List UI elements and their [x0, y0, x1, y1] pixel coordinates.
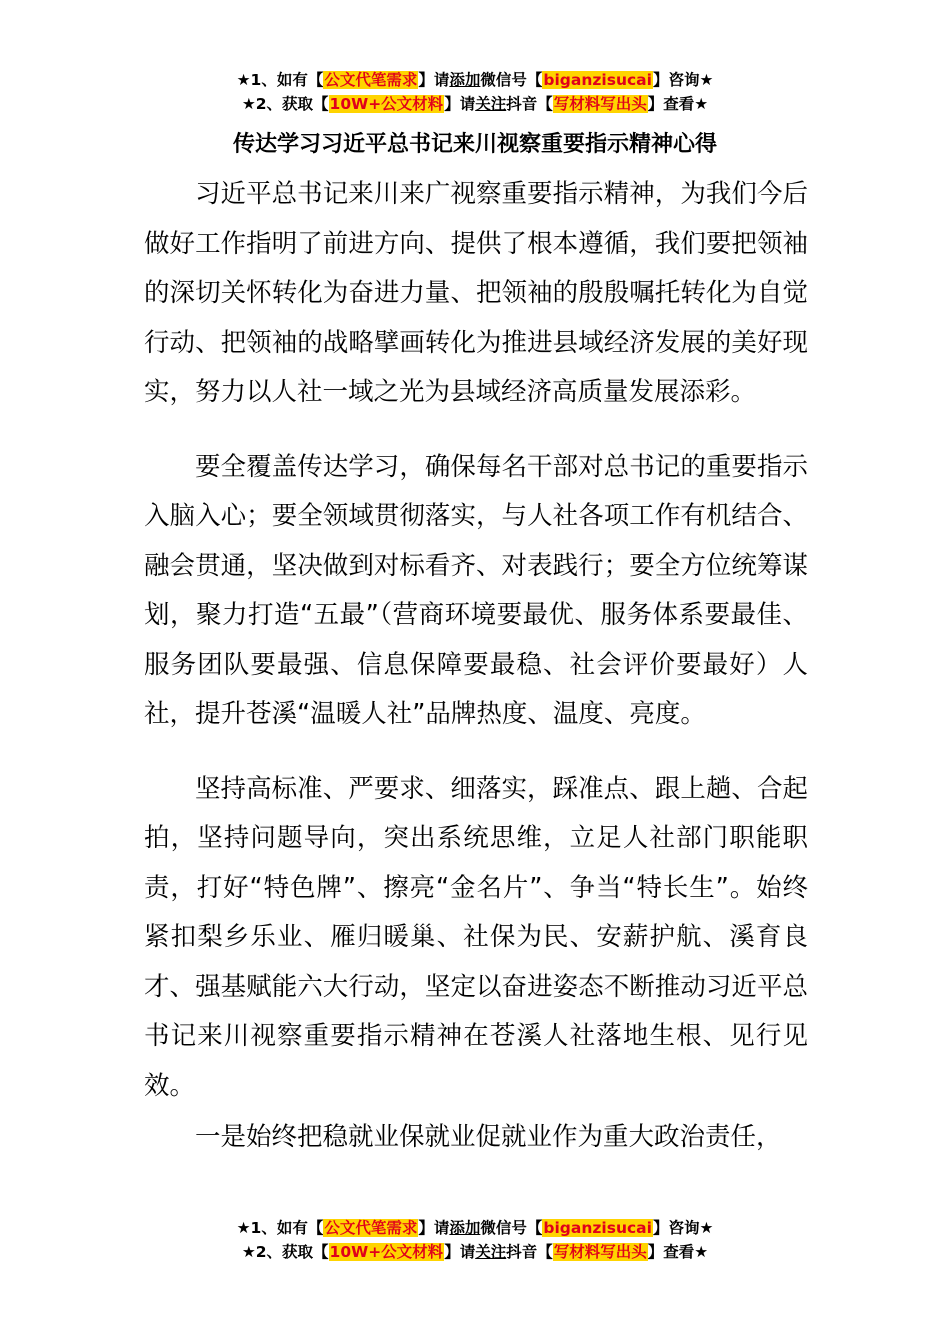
promo-highlight: 写材料写出头: [553, 1243, 647, 1261]
promo-line-2: [0, 1240, 950, 1264]
promo-text: 】查看★: [647, 95, 709, 113]
promo-highlight: biganzisucai: [543, 1219, 652, 1237]
paragraph: 坚持高标准、严要求、细落实，踩准点、跟上趟、合起拍，坚持问题导向，突出系统思维，立足人社部门职能职责，打好“特色牌”、擦亮“金名片”、争当“特长生”。始终紧扣梨乡乐业、雁归暖巢、社保为民、安薪护航、溪育良才、强基赋能六大行动，坚定以奋进姿态不断推动习近平总书记来川视察重要指示精神在苍溪人社落地生根、见行见效。: [144, 773, 808, 1101]
promo-line-2: [0, 92, 950, 116]
document-title: 传达学习习近平总书记来川视察重要指示精神心得: [232, 132, 717, 157]
paragraph: 一是始终把稳就业保就业促就业作为重大政治责任，: [195, 1122, 782, 1152]
paragraph: 习近平总书记来川来广视察重要指示精神，为我们今后做好工作指明了前进方向、提供了根本遵循，我们要把领袖的深切关怀转化为奋进力量、把领袖的殷殷嘱托转化为自觉行动、把领袖的战略擘画转化为推进县域经济发展的美好现实，努力以人社一域之光为县域经济高质量发展添彩。: [144, 179, 808, 407]
promo-text: ★1、如有【: [236, 71, 324, 89]
promo-text: 】咨询★: [652, 1219, 714, 1237]
promo-highlight: 公文代笔需求: [324, 1219, 418, 1237]
promo-text: 】请: [418, 1219, 450, 1237]
promo-text: ★2、获取【: [241, 95, 329, 113]
document-body: [144, 170, 808, 1163]
promo-text: 】请: [444, 95, 476, 113]
promo-banner-bottom: [0, 1216, 950, 1264]
promo-line-1: [0, 68, 950, 92]
promo-highlight: 公文代笔需求: [324, 71, 418, 89]
promo-text: ★2、获取【: [241, 1243, 329, 1261]
promo-text: 】咨询★: [652, 71, 714, 89]
promo-text: 】请: [444, 1243, 476, 1261]
promo-text: 微信号【: [480, 71, 543, 89]
promo-highlight: 10W+公文材料: [329, 1243, 444, 1261]
promo-banner-top: [0, 68, 950, 116]
promo-underlined: 添加: [449, 1219, 481, 1237]
promo-highlight: 写材料写出头: [553, 95, 647, 113]
promo-line-1: [0, 1216, 950, 1240]
promo-text: 】请: [418, 71, 450, 89]
promo-text: 抖音【: [506, 95, 553, 113]
promo-text: 抖音【: [506, 1243, 553, 1261]
promo-text: 微信号【: [480, 1219, 543, 1237]
promo-highlight: biganzisucai: [543, 71, 652, 89]
paragraph: 要全覆盖传达学习，确保每名干部对总书记的重要指示入脑入心；要全领域贯彻落实，与人社各项工作有机结合、融会贯通，坚决做到对标看齐、对表践行；要全方位统筹谋划，聚力打造“五最”（营商环境要最优、服务体系要最佳、服务团队要最强、信息保障要最稳、社会评价要最好）人社，提升苍溪“温暖人社”品牌热度、温度、亮度。: [144, 451, 808, 729]
promo-text: 】查看★: [647, 1243, 709, 1261]
promo-underlined: 添加: [449, 71, 481, 89]
promo-highlight: 10W+公文材料: [329, 95, 444, 113]
promo-text: ★1、如有【: [236, 1219, 324, 1237]
promo-underlined: 关注: [475, 1243, 507, 1261]
promo-underlined: 关注: [475, 95, 507, 113]
